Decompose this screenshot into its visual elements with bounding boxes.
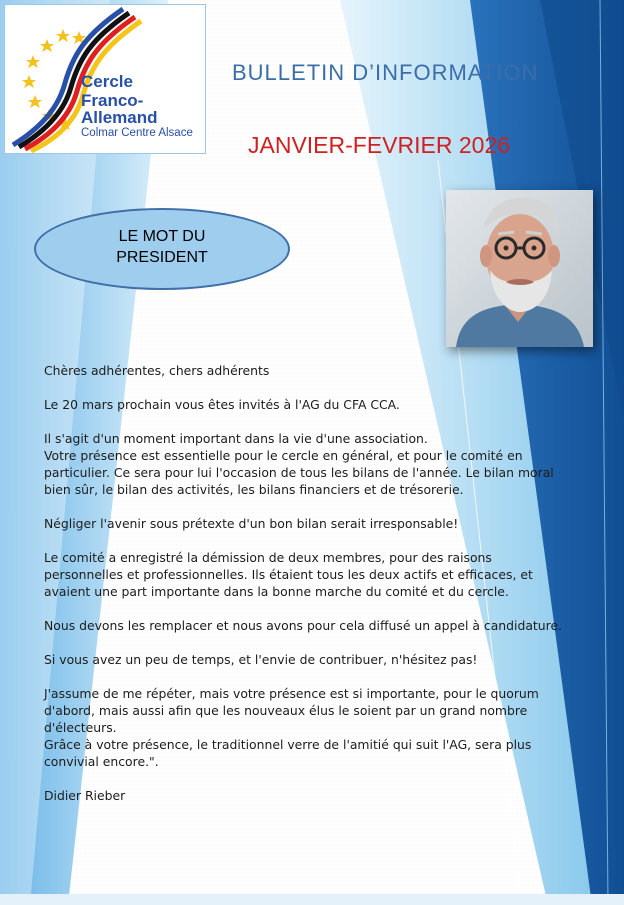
logo xyxy=(4,4,206,154)
letter-paragraph-6: Si vous avez un peu de temps, et l'envie de contribuer, n'hésitez pas! xyxy=(44,652,478,667)
letter-paragraph-7-line2: Grâce à votre présence, le traditionnel verre de l'amitié qui suit l'AG, sera plus convivial encore.". xyxy=(44,737,532,769)
letter-paragraph-7 xyxy=(44,685,574,770)
letter-paragraph-5: Nous devons les remplacer et nous avons pour cela diffusé un appel à candidature. xyxy=(44,618,563,633)
letter-paragraph-1: Le 20 mars prochain vous êtes invités à l'AG du CFA CCA. xyxy=(44,397,400,412)
logo-line-cercle: Cercle xyxy=(81,72,133,91)
letter-body xyxy=(44,362,574,804)
letter-signature: Didier Rieber xyxy=(44,788,126,803)
letter-paragraph-2-line2: Votre présence est essentielle pour le cercle en général, et pour le comité en particulier. Ce sera pour lui l'occasion de tous les bilans de l'année. Le bilan moral bien sûr, le bilan des activités, les bilans financiers et de trésorerie. xyxy=(44,448,554,497)
letter-greeting: Chères adhérentes, chers adhérents xyxy=(44,363,270,378)
logo-line-franco-allemand: Franco-Allemand xyxy=(81,91,158,127)
bulletin-title: BULLETIN D’INFORMATION xyxy=(232,60,539,85)
letter-paragraph-7-line1: J'assume de me répéter, mais votre présence est si importante, pour le quorum d'abord, mais aussi afin que les nouveaux élus le soient par un grand nombre d'électeurs. xyxy=(44,686,539,735)
logo-text xyxy=(81,73,205,140)
section-label-line1: LE MOT DU xyxy=(118,228,206,245)
letter-paragraph-4: Le comité a enregistré la démission de deux membres, pour des raisons personnelles et professionnelles. Ils étaient tous les deux actifs et efficaces, et avaient une part importante dans la bonne marche du comité et du cercle. xyxy=(44,550,533,599)
section-label xyxy=(34,226,290,268)
section-label-line2: PRESIDENT xyxy=(116,249,208,266)
letter-paragraph-2 xyxy=(44,430,574,498)
letter-paragraph-3: Négliger l'avenir sous prétexte d'un bon bilan serait irresponsable! xyxy=(44,516,459,531)
letter-paragraph-2-line1: Il s'agit d'un moment important dans la vie d'une association. xyxy=(44,431,428,446)
president-photo xyxy=(446,190,593,347)
portrait-illustration xyxy=(446,190,593,347)
logo-line-location: Colmar Centre Alsace xyxy=(81,127,193,139)
bulletin-date: JANVIER-FEVRIER 2026 xyxy=(248,132,511,158)
